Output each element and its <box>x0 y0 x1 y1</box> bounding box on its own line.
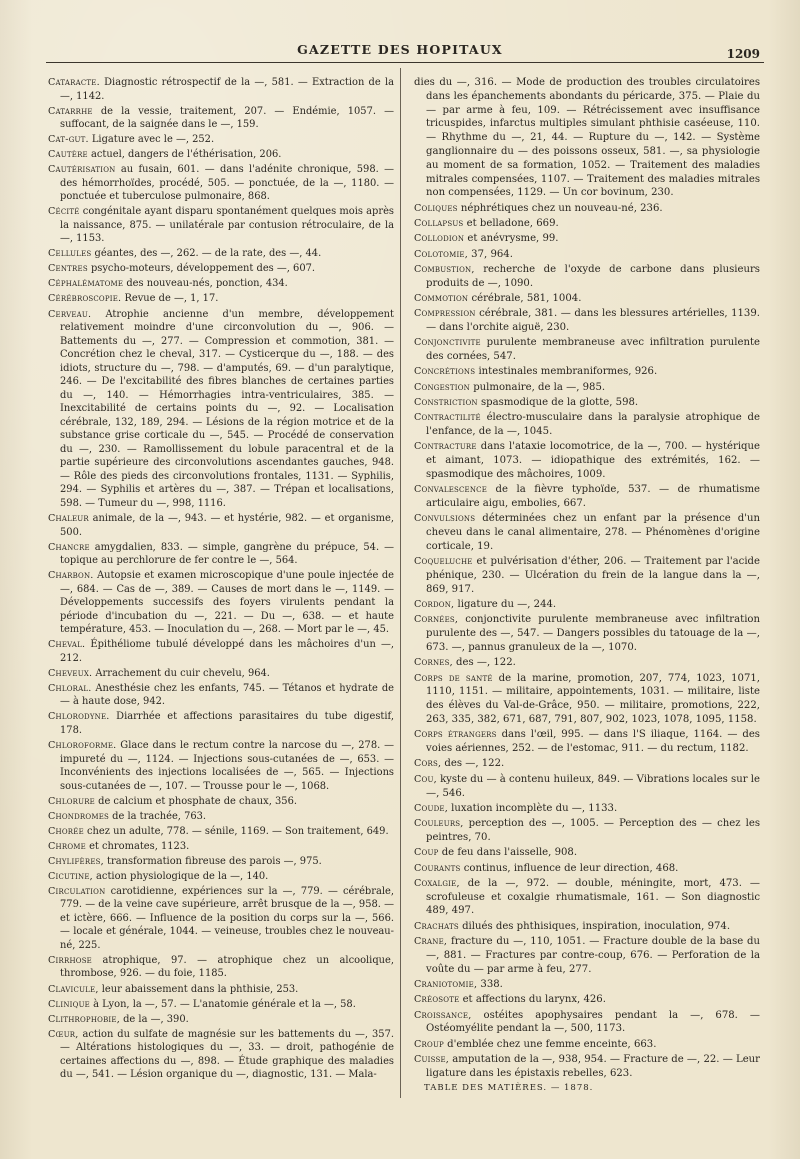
index-headword: Chlorodyne. <box>48 711 110 723</box>
index-references: cérébrale, 381. — dans les blessures artérielles, 1139. — dans l'orchite aiguë, 230. <box>426 308 760 334</box>
index-headword: Coup <box>414 847 439 859</box>
index-references: transformation fibreuse des parois —, 975. <box>103 855 322 867</box>
index-headword: Chylifères, <box>48 855 104 867</box>
index-entry <box>48 998 394 1012</box>
index-entry <box>48 148 394 162</box>
index-headword: Céphalématome <box>48 278 124 290</box>
index-entry <box>48 1013 394 1027</box>
index-entry <box>414 656 760 670</box>
index-headword: Cirrhose <box>48 954 92 966</box>
index-entry <box>414 76 760 200</box>
index-references: actuel, dangers de l'éthérisation, 206. <box>87 149 282 161</box>
index-headword: Cautérisation <box>48 164 116 176</box>
index-headword: Compression <box>414 308 476 320</box>
index-headword: Chloral. <box>48 682 92 694</box>
index-entry <box>48 682 394 709</box>
index-entry <box>48 292 394 306</box>
column-divider <box>400 68 401 1098</box>
index-headword: Coqueluche <box>414 556 473 568</box>
index-references: carotidienne, expériences sur la —, 779. — cérébrale, 779. — de la veine cave supérieure, arrêt brusque de la —, 958. — et ictère, 666. — Influence de la position du corps sur la —, 566. — locale et générale, 1044. — veineuse, troubles chez le nouveau-né, 225. <box>60 885 394 951</box>
index-references: Arrachement du cuir chevelu, 964. <box>92 667 270 679</box>
index-references: à Lyon, la —, 57. — L'anatomie générale et la —, 58. <box>90 998 356 1010</box>
index-entry <box>414 757 760 771</box>
index-headword: Craniotomie, <box>414 978 478 990</box>
index-entry <box>414 802 760 816</box>
index-references: Épithéliome tubulé développé dans les mâchoires d'un —, 212. <box>60 639 394 664</box>
index-references: purulente membraneuse avec infiltration purulente des cornées, 547. <box>426 337 760 363</box>
index-headword: Clithrophobie, <box>48 1013 120 1025</box>
index-references: chez un adulte, 778. — sénile, 1169. — Son traitement, 649. <box>83 825 389 837</box>
index-headword: Concrétions <box>414 366 476 378</box>
index-entry <box>48 983 394 997</box>
page-number: 1209 <box>726 47 760 61</box>
index-headword: Créosote <box>414 994 460 1006</box>
index-entry <box>48 795 394 809</box>
index-references: et belladone, 669. <box>463 217 559 229</box>
index-entry <box>414 307 760 335</box>
index-headword: Chloroforme. <box>48 739 117 751</box>
index-headword: Corps de santé <box>414 672 493 684</box>
index-headword: Charbon. <box>48 570 94 582</box>
index-references: action physiologique de la —, 140. <box>92 870 269 882</box>
index-entry <box>414 263 760 291</box>
index-references: dans l'œil, 995. — dans l'S iliaque, 1164. — des voies aériennes, 252. — de l'estomac, 911. — du rectum, 1182. <box>426 729 760 755</box>
index-references: de la trachée, 763. <box>109 810 207 822</box>
index-headword: Convalescence <box>414 484 488 496</box>
index-headword: Cornes, <box>414 657 453 669</box>
index-entry <box>48 710 394 737</box>
index-references: intestinales membraniformes, 926. <box>475 366 658 378</box>
index-headword: Cerveau. <box>48 308 92 320</box>
index-headword: Constriction <box>414 397 478 409</box>
index-headword: Cat-gut. <box>48 134 89 146</box>
index-headword: Cheveux. <box>48 667 93 679</box>
index-references: Autopsie et examen microscopique d'une poule injectée de —, 684. — Cas de —, 389. — Causes de mort dans le —, 1149. — Développements successifs des foyers virulents pendant la période d'incubation du —, 221. — Du —, 638. — et haute température, 453. — Inoculation du —, 268. — Mort par le —, 45. <box>60 570 394 636</box>
index-references: et affections du larynx, 426. <box>459 994 606 1006</box>
index-references: ostéites apophysaires pendant la —, 678. — Ostéomyélite pendant la —, 500, 1173. <box>426 1009 760 1035</box>
index-headword: Coliques <box>414 202 458 214</box>
index-references: dies du —, 316. — Mode de production des troubles circulatoires dans les épanchements abondants du péricarde, 375. — Plaie du — par arme à feu, 109. — Rétrécissement avec insuffisance tricuspides, infarctus multiples simulant phthisie caséeuse, 110. — Rhythme du —, 21, 44. — Rupture du —, 142. — Système ganglionnaire du — des poissons osseux, 581. —, sa physiologie au moment de sa formation, 1052. — Traitement des maladies mitrales compensées, 1107. — Traitement des maladies mitrales non compensées, 1129. — Un cor bovinum, 230. <box>414 77 760 199</box>
index-references: congénitale ayant disparu spontanément quelques mois après la naissance, 875. — unilatérale par contusion rétroculaire, de la —, 1153. <box>60 206 394 245</box>
index-entry <box>414 598 760 612</box>
index-references: des —, 122. <box>441 758 505 770</box>
index-references: de feu dans l'aisselle, 908. <box>438 847 578 859</box>
index-headword: Clinique <box>48 998 90 1010</box>
index-references: de la marine, promotion, 207, 774, 1023, 1071, 1110, 1151. — militaire, appointements, 1031. — militaire, liste des élèves du Val-de-Grâce, 950. — militaire, promotions, 222, 263, 335, 382, 671, 687, 791, 807, 902, 1023, 1078, 1095, 1158. <box>426 672 760 726</box>
index-entry <box>48 163 394 204</box>
index-entry <box>48 840 394 854</box>
index-headword: Congestion <box>414 381 470 393</box>
index-headword: Catarrhe <box>48 105 93 117</box>
index-entry <box>414 728 760 756</box>
index-references: spasmodique de la glotte, 598. <box>477 397 639 409</box>
index-entry <box>414 920 760 934</box>
index-references: amygdalien, 833. — simple, gangrène du prépuce, 54. — topique au perchlorure de fer contre le —, 564. <box>60 541 394 567</box>
index-entry <box>414 993 760 1007</box>
footer-label: TABLE DES MATIÈRES. <box>424 1082 548 1093</box>
index-headword: Croissance, <box>414 1009 472 1021</box>
index-references: de la —, 390. <box>119 1013 189 1025</box>
index-entry <box>414 336 760 364</box>
index-entry <box>414 672 760 727</box>
index-headword: Cécité <box>48 206 80 218</box>
index-entry <box>48 1028 394 1082</box>
index-references: d'emblée chez une femme enceinte, 663. <box>443 1038 657 1050</box>
index-entry <box>48 739 394 793</box>
index-headword: Chorée <box>48 825 84 837</box>
index-entry <box>48 76 394 103</box>
index-headword: Crane, <box>414 936 448 948</box>
index-headword: Chancre <box>48 541 90 553</box>
index-headword: Cornées, <box>414 614 459 626</box>
index-references: au fusain, 601. — dans l'adénite chronique, 598. — des hémorrhoïdes, procédé, 505. — ponctuée, de la —, 1180. — ponctuée et tuberculose pulmonaire, 868. <box>60 164 394 203</box>
table-footer <box>414 1082 760 1096</box>
index-headword: Cérébroscopie. <box>48 293 122 305</box>
index-entry <box>414 512 760 553</box>
index-entry <box>48 638 394 665</box>
index-entry <box>414 217 760 231</box>
index-entry <box>414 935 760 976</box>
index-references: Diagnostic rétrospectif de la —, 581. — Extraction de la —, 1142. <box>60 77 394 102</box>
index-references: cérébrale, 581, 1004. <box>468 292 582 304</box>
index-entry <box>48 810 394 824</box>
index-headword: Cuisse, <box>414 1053 450 1065</box>
index-entry <box>48 885 394 953</box>
index-references: déterminées chez un enfant par la présence d'un cheveu dans le canal alimentaire, 278. — Phénomènes d'origine corticale, 19. <box>426 513 760 552</box>
index-references: dans l'ataxie locomotrice, de la —, 700. — hystérique et aimant, 1073. — idiopathique des extrémités, 162. — spasmodique des mâchoires, 1009. <box>426 441 760 481</box>
index-references: des —, 122. <box>452 657 516 669</box>
index-references: pulmonaire, de la —, 985. <box>470 381 606 393</box>
index-references: recherche de l'oxyde de carbone dans plusieurs produits de —, 1090. <box>426 263 760 289</box>
index-references: de calcium et phosphate de chaux, 356. <box>94 795 297 807</box>
index-headword: Courants <box>414 862 461 874</box>
index-references: luxation incomplète du —, 1133. <box>447 802 618 814</box>
index-references: action du sulfate de magnésie sur les battements du —, 357. — Altérations histologiques du —, 33. — droit, pathogénie de certaines affections du —, 898. — Étude graphique des maladies du —, 541. — Lésion organique du —, diagnostic, 131. — Mala- <box>60 1028 394 1081</box>
index-entry <box>414 613 760 654</box>
index-references: conjonctivite purulente membraneuse avec infiltration purulente des —, 547. — Dangers possibles du tatouage de la —, 673. —, pannus granuleux de la —, 1070. <box>426 614 760 654</box>
index-entry <box>48 512 394 539</box>
index-references: de la —, 972. — double, méningite, mort, 473. — scrofuleuse et coxalgie rhumatismale, 161. — Son diagnostic 489, 497. <box>426 877 760 917</box>
index-references: animale, de la —, 943. — et hystérie, 982. — et organisme, 500. <box>60 512 394 538</box>
index-headword: Colotomie, <box>414 248 468 260</box>
header-rule <box>46 62 764 63</box>
index-references: Atrophie ancienne d'un membre, développement relativement moindre d'une circonvolution du —, 906. — Battements du —, 277. — Compression et commotion, 381. — Concrétion chez le cheval, 317. — Cysticerque du —, 188. — des idiots, structure du —, 798. — d'amputés, 69. — d'un paralytique, 246. — De l'excitabilité des fibres blanches de certaines parties du —, 140. — Hémorrhagies intra-ventriculaires, 385. — Inexcitabilité de certains points du —, 92. — Localisation cérébrale, 132, 189, 294. — Lésions de la région motrice et de la substance grise corticale du —, 545. — Procédé de conservation du —, 230. — Ramollissement du lobule paracentral et de la partie supérieure des circonvolutions ascendantes gauches, 948. — Rôle des pieds des circonvolutions frontales, 1131. — Syphilis, 294. — Syphilis et artères du —, 387. — Trépan et localisations, 598. — Tumeur du —, 998, 1116. <box>60 308 394 509</box>
index-entry <box>414 862 760 876</box>
index-headword: Couleurs, <box>414 818 464 830</box>
index-headword: Cou, <box>414 773 437 785</box>
index-entry <box>414 411 760 439</box>
index-headword: Cordon, <box>414 599 455 611</box>
index-references: dilués des phthisiques, inspiration, inoculation, 974. <box>458 920 731 932</box>
index-entry <box>414 846 760 860</box>
index-references: atrophique, 97. — atrophique chez un alcoolique, thrombose, 926. — du foie, 1185. <box>60 954 394 980</box>
index-headword: Cicutine, <box>48 870 93 882</box>
index-entry <box>414 773 760 801</box>
index-entry <box>414 555 760 596</box>
index-headword: Collapsus <box>414 217 464 229</box>
index-references: 338. <box>477 978 503 990</box>
index-references: 37, 964. <box>467 248 513 260</box>
index-entry <box>48 308 394 511</box>
index-entry <box>48 667 394 681</box>
index-headword: Coude, <box>414 802 448 814</box>
index-headword: Cheval. <box>48 639 86 651</box>
index-entry <box>414 202 760 216</box>
index-headword: Circulation <box>48 885 106 897</box>
index-entry <box>414 1053 760 1081</box>
index-entry <box>48 954 394 981</box>
index-headword: Chrome <box>48 840 86 852</box>
index-headword: Croup <box>414 1038 444 1050</box>
index-entry <box>48 569 394 637</box>
index-headword: Chlorure <box>48 795 95 807</box>
index-headword: Coxalgie, <box>414 877 460 889</box>
index-references: Ligature avec le —, 252. <box>88 134 215 146</box>
index-headword: Cautère <box>48 149 88 161</box>
index-headword: Cataracte. <box>48 77 100 88</box>
index-entry <box>414 396 760 410</box>
index-column-right <box>414 76 760 1096</box>
index-entry <box>48 870 394 884</box>
index-references: géantes, des —, 262. — de la rate, des —, 44. <box>91 248 322 260</box>
index-headword: Cœur, <box>48 1028 79 1040</box>
index-entry <box>48 277 394 291</box>
index-headword: Contracture <box>414 441 477 453</box>
index-entry <box>414 232 760 246</box>
index-entry <box>414 817 760 845</box>
index-entry <box>414 877 760 918</box>
index-entry <box>414 292 760 306</box>
index-entry <box>48 825 394 839</box>
index-headword: Chondromes <box>48 810 110 822</box>
index-references: néphrétiques chez un nouveau-né, 236. <box>457 202 663 214</box>
index-entry <box>48 247 394 261</box>
index-entry <box>414 440 760 481</box>
index-entry <box>48 262 394 276</box>
index-entry <box>414 483 760 511</box>
index-entry <box>48 133 394 147</box>
index-entry <box>414 365 760 379</box>
index-headword: Crachats <box>414 920 459 932</box>
index-references: perception des —, 1005. — Perception des — chez les peintres, 70. <box>426 818 760 843</box>
index-references: Anesthésie chez les enfants, 745. — Tétanos et hydrate de — à haute dose, 942. <box>60 682 394 708</box>
index-references: fracture du —, 110, 1051. — Fracture double de la base du —, 881. — Fractures par contre-coup, 676. — Perforation de la voûte du — par arme à feu, 277. <box>426 936 760 975</box>
index-references: kyste du — à contenu huileux, 849. — Vibrations locales sur le —, 546. <box>426 773 760 799</box>
index-entry <box>414 248 760 262</box>
index-entry <box>48 105 394 132</box>
index-references: et anévrysme, 99. <box>464 233 559 245</box>
index-references: leur abaissement dans la phthisie, 253. <box>98 983 299 995</box>
index-headword: Contractilité <box>414 412 481 424</box>
index-entry <box>414 1038 760 1052</box>
index-references: des nouveau-nés, ponction, 434. <box>123 278 288 290</box>
index-references: Revue de —, 1, 17. <box>121 293 219 305</box>
index-references: amputation de la —, 938, 954. — Fracture de —, 22. — Leur ligature dans les épistaxis rebelles, 623. <box>426 1053 761 1079</box>
index-headword: Commotion <box>414 292 469 304</box>
index-entry <box>414 978 760 992</box>
index-entry <box>414 381 760 395</box>
index-references: de la fièvre typhoïde, 537. — de rhumatisme articulaire aigu, embolies, 667. <box>426 484 760 510</box>
index-references: et pulvérisation d'éther, 206. — Traitement par l'acide phénique, 230. — Ulcération du frein de la langue dans la —, 869, 917. <box>426 556 760 595</box>
index-headword: Combustion, <box>414 263 475 275</box>
index-column-left <box>48 76 394 1083</box>
index-headword: Cors, <box>414 758 442 770</box>
index-entry <box>48 855 394 869</box>
footer-year: — 1878. <box>547 1082 594 1093</box>
index-headword: Collodion <box>414 233 465 245</box>
index-entry <box>48 205 394 246</box>
index-entry <box>414 1009 760 1037</box>
journal-title: GAZETTE DES HOPITAUX <box>297 42 503 57</box>
index-headword: Chaleur <box>48 512 89 524</box>
index-references: Glace dans le rectum contre la narcose du —, 278. — impureté du —, 1124. — Injections sous-cutanées de —, 653. — Inconvénients des injections localisées de —, 565. — Injections sous-cutanées de —, 107. — Trousse pour le —, 1068. <box>60 739 394 792</box>
index-headword: Convulsions <box>414 513 476 525</box>
index-references: Diarrhée et affections parasitaires du tube digestif, 178. <box>60 711 394 736</box>
index-references: psycho-moteurs, développement des —, 607. <box>87 263 316 275</box>
index-headword: Clavicule, <box>48 983 99 995</box>
index-headword: Conjonctivite <box>414 337 481 349</box>
index-references: et chromates, 1123. <box>85 840 190 852</box>
index-entry <box>48 541 394 568</box>
index-references: continus, influence de leur direction, 468. <box>460 862 679 874</box>
index-headword: Centres <box>48 263 88 275</box>
index-references: électro-musculaire dans la paralysie atrophique de l'enfance, de la —, 1045. <box>426 412 760 438</box>
index-headword: Cellules <box>48 248 92 260</box>
index-references: de la vessie, traitement, 207. — Endémie, 1057. — suffocant, de la saignée dans le —, 159. <box>60 105 394 131</box>
index-references: ligature du —, 244. <box>454 599 557 611</box>
index-headword: Corps étrangers <box>414 729 497 741</box>
